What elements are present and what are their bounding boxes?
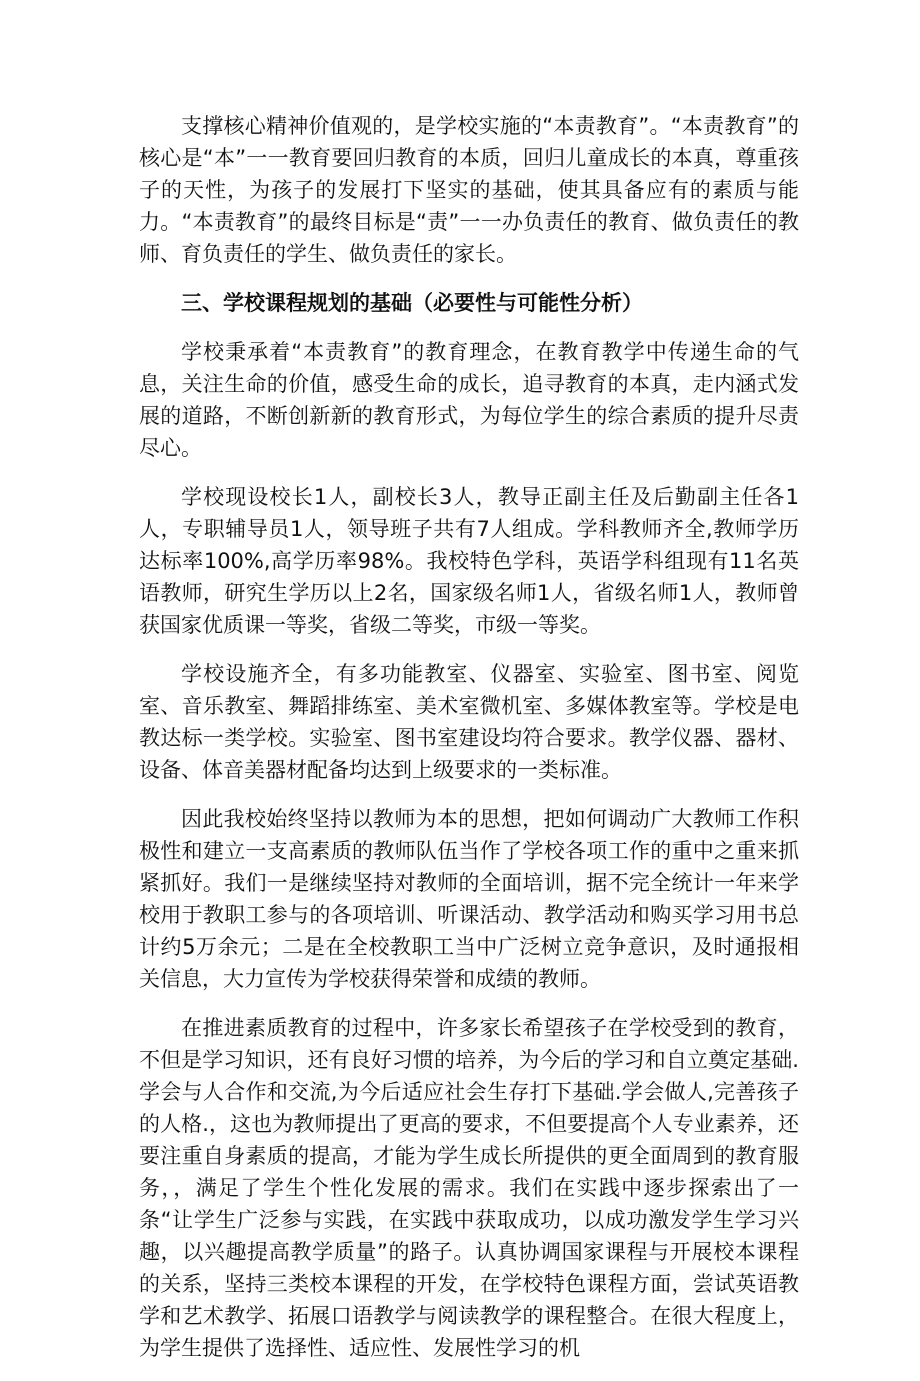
section-heading-curriculum-basis: 三、学校课程规划的基础（必要性与可能性分析） <box>181 291 643 315</box>
paragraph-philosophy: 学校秉承着“本责教育”的教育理念，在教育教学中传递生命的气息，关注生命的价值，感受生命的成长，追寻教育的本真，走内涵式发展的道路，不断创新新的教育形式，为每位学生的综合素质的提升尽责尽心。 <box>139 340 799 460</box>
paragraph-facilities: 学校设施齐全，有多功能教室、仪器室、实验室、图书室、阅览室、音乐教室、舞蹈排练室、美术室微机室、多媒体教室等。学校是电教达标一类学校。实验室、图书室建设均符合要求。教学仪器、器材、设备、体音美器材配备均达到上级要求的一类标准。 <box>139 662 799 782</box>
paragraph-teacher-development: 因此我校始终坚持以教师为本的思想，把如何调动广大教师工作积极性和建立一支高素质的教师队伍当作了学校各项工作的重中之重来抓紧抓好。我们一是继续坚持对教师的全面培训，据不完全统计一年来学校用于教职工参与的各项培训、听课活动、教学活动和购买学习用书总计约5万余元；二是在全校教职工当中广泛树立竞争意识，及时通报相关信息，大力宣传为学校获得荣誉和成绩的教师。 <box>139 807 799 991</box>
paragraph-staffing: 学校现设校长1人，副校长3人，教导正副主任及后勤副主任各1人，专职辅导员1人，领导班子共有7人组成。学科教师齐全,教师学历达标率100%,高学历率98%。我校特色学科，英语学科组现有11名英语教师，研究生学历以上2名，国家级名师1人，省级名师1人，教师曾获国家优质课一等奖，省级二等奖，市级一等奖。 <box>139 485 799 637</box>
paragraph-quality-education: 在推进素质教育的过程中，许多家长希望孩子在学校受到的教育，不但是学习知识，还有良好习惯的培养，为今后的学习和自立奠定基础.学会与人合作和交流,为今后适应社会生存打下基础.学会做人,完善孩子的人格.，这也为教师提出了更高的要求，不但要提高个人专业素养，还要注重自身素质的提高，才能为学生成长所提供的更全面周到的教育服务，，满足了学生个性化发展的需求。我们在实践中逐步探索出了一条“让学生广泛参与实践，在实践中获取成功，以成功激发学生学习兴趣，以兴趣提高教学质量”的路子。认真协调国家课程与开展校本课程的关系，坚持三类校本课程的开发，在学校特色课程方面，尝试英语教学和艺术教学、拓展口语教学与阅读教学的课程整合。在很大程度上，为学生提供了选择性、适应性、发展性学习的机 <box>139 1016 799 1360</box>
paragraph-core-values: 支撑核心精神价值观的，是学校实施的“本责教育”。“本责教育”的核心是“本”一一教育要回归教育的本质，回归儿童成长的本真，尊重孩子的天性，为孩子的发展打下坚实的基础，使其具备应有的素质与能力。“本责教育”的最终目标是“责”一一办负责任的教育、做负责任的教师、育负责任的学生、做负责任的家长。 <box>139 114 799 266</box>
document-page <box>139 110 799 1381</box>
